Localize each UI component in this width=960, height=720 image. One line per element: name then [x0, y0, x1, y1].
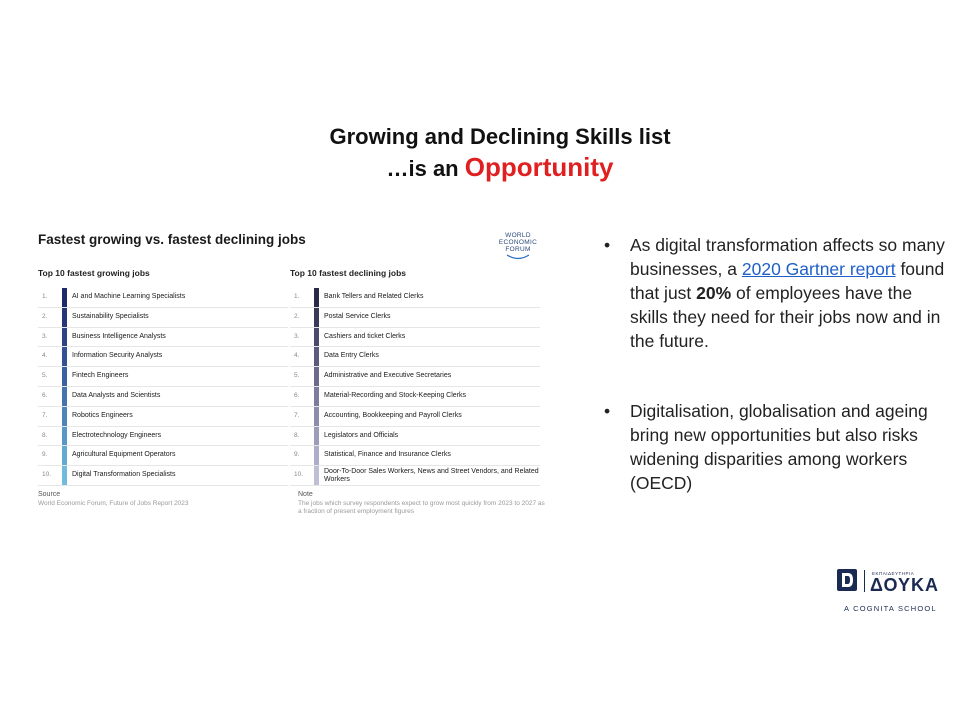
job-title: Legislators and Officials — [324, 431, 399, 439]
growing-job-row — [38, 466, 288, 486]
logo-divider — [864, 570, 865, 592]
school-logo-small-text: ΕΚΠΑΙΔΕΥΤΗΡΙΑ — [872, 571, 915, 576]
job-rank: 7. — [42, 411, 48, 419]
job-rank: 1. — [42, 293, 48, 300]
job-rank: 7. — [294, 411, 300, 419]
job-color-bar — [62, 407, 67, 426]
job-title: Business Intelligence Analysts — [72, 332, 166, 340]
job-color-bar — [314, 387, 319, 406]
job-color-bar — [314, 347, 319, 366]
wef-logo-line-2: ECONOMIC — [498, 239, 538, 246]
wef-arc-icon — [506, 254, 530, 260]
declining-heading: Top 10 fastest declining jobs — [290, 268, 407, 278]
job-title: Fintech Engineers — [72, 372, 129, 380]
job-title: Bank Tellers and Related Clerks — [324, 293, 424, 300]
job-color-bar — [314, 367, 319, 386]
job-rank: 3. — [294, 332, 300, 340]
wef-logo — [495, 232, 541, 260]
job-rank: 9. — [294, 451, 300, 459]
job-rank: 6. — [42, 391, 48, 399]
bullet-item-oecd — [604, 399, 954, 495]
bullet-text-part3: of employees have the skills they need for their jobs now and in the future. — [630, 283, 941, 351]
job-rank: 5. — [294, 372, 300, 380]
job-title: Door-To-Door Sales Workers, News and Street Vendors, and Related Workers — [324, 468, 539, 484]
job-title: Information Security Analysts — [72, 352, 163, 360]
bullet-text-part1: As digital transformation affects so many businesses, a — [630, 235, 945, 279]
job-rank: 4. — [294, 352, 300, 360]
job-rank: 5. — [42, 372, 48, 380]
job-color-bar — [314, 407, 319, 426]
bullet-list — [604, 233, 954, 541]
slide-title — [0, 122, 960, 184]
job-title: Sustainability Specialists — [72, 312, 149, 320]
growing-heading: Top 10 fastest growing jobs — [38, 268, 150, 278]
job-rank: 6. — [294, 391, 300, 399]
job-title: AI and Machine Learning Specialists — [72, 293, 186, 300]
job-color-bar — [314, 427, 319, 446]
growing-job-row — [38, 446, 288, 466]
job-title: Administrative and Executive Secretaries — [324, 372, 452, 380]
job-rank: 10. — [294, 471, 304, 479]
job-title: Data Analysts and Scientists — [72, 391, 161, 399]
job-color-bar — [314, 308, 319, 327]
growing-job-row — [38, 347, 288, 367]
declining-job-row — [290, 367, 540, 387]
declining-job-row — [290, 328, 540, 348]
bullet-text: Digitalisation, globalisation and ageing bring new opportunities but also risks widening disparities among workers (OECD) — [630, 401, 928, 493]
growing-job-row — [38, 308, 288, 328]
declining-job-row — [290, 446, 540, 466]
job-rank: 10. — [42, 471, 52, 479]
job-title: Cashiers and ticket Clerks — [324, 332, 406, 340]
job-color-bar — [62, 367, 67, 386]
job-rank: 2. — [294, 312, 300, 320]
declining-job-row — [290, 407, 540, 427]
bullet-bold-stat: 20% — [696, 283, 732, 303]
declining-jobs-list — [290, 288, 540, 486]
job-title: Accounting, Bookkeeping and Payroll Clerks — [324, 411, 462, 419]
job-color-bar — [314, 328, 319, 347]
infographic-title: Fastest growing vs. fastest declining jobs — [38, 232, 306, 247]
growing-job-row — [38, 427, 288, 447]
declining-job-row — [290, 347, 540, 367]
job-title: Robotics Engineers — [72, 411, 133, 419]
title-line-2 — [0, 152, 960, 184]
school-tagline: A COGNITA SCHOOL — [844, 604, 937, 613]
job-title: Electrotechnology Engineers — [72, 431, 162, 439]
job-color-bar — [62, 427, 67, 446]
declining-job-row — [290, 387, 540, 407]
wef-logo-line-3: FORUM — [505, 246, 531, 253]
wef-logo-line-1: WORLD — [505, 232, 531, 239]
declining-job-row — [290, 466, 540, 486]
bullet-marker: • — [604, 235, 611, 255]
declining-job-row — [290, 308, 540, 328]
job-color-bar — [62, 347, 67, 366]
bullet-item-gartner — [604, 233, 954, 353]
job-title: Material-Recording and Stock-Keeping Clerks — [324, 391, 467, 399]
declining-job-row — [290, 427, 540, 447]
job-title: Statistical, Finance and Insurance Clerks — [324, 451, 451, 459]
note-text: The jobs which survey respondents expect to grow most quickly from 2023 to 2027 as a fraction of present employment figures — [298, 500, 545, 515]
job-title: Agricultural Equipment Operators — [72, 451, 176, 459]
job-rank: 9. — [42, 451, 48, 459]
job-color-bar — [62, 328, 67, 347]
job-color-bar — [62, 308, 67, 327]
job-color-bar — [62, 387, 67, 406]
source-label: Source — [38, 491, 61, 498]
job-title: Digital Transformation Specialists — [72, 471, 176, 479]
job-color-bar — [314, 446, 319, 465]
job-color-bar — [314, 288, 319, 307]
job-rank: 2. — [42, 312, 48, 320]
job-title: Postal Service Clerks — [324, 312, 391, 320]
gartner-report-link[interactable]: 2020 Gartner report — [741, 259, 896, 279]
job-color-bar — [62, 466, 67, 485]
growing-job-row — [38, 407, 288, 427]
growing-jobs-list — [38, 288, 288, 486]
note-label: Note — [298, 491, 313, 498]
school-name: ΔΟΥΚΑ — [870, 575, 939, 595]
job-rank: 4. — [42, 352, 48, 360]
declining-job-row — [290, 288, 540, 308]
job-rank: 1. — [294, 293, 300, 300]
growing-job-row — [38, 328, 288, 348]
job-rank: 3. — [42, 332, 48, 340]
jobs-infographic — [36, 226, 546, 526]
growing-job-row — [38, 367, 288, 387]
growing-job-row — [38, 387, 288, 407]
job-color-bar — [62, 446, 67, 465]
title-prefix: …is an — [386, 156, 465, 181]
job-title: Data Entry Clerks — [324, 352, 379, 360]
job-color-bar — [62, 288, 67, 307]
job-rank: 8. — [294, 431, 300, 439]
title-highlight: Opportunity — [464, 152, 614, 182]
job-color-bar — [314, 466, 319, 485]
bullet-marker: • — [604, 401, 611, 421]
title-line-1: Growing and Declining Skills list — [329, 124, 671, 149]
school-crest-icon — [836, 568, 858, 592]
growing-job-row — [38, 288, 288, 308]
job-rank: 8. — [42, 431, 48, 439]
source-text: World Economic Forum, Future of Jobs Report 2023 — [38, 500, 189, 507]
bullet-text-part2: found that just — [630, 259, 945, 303]
